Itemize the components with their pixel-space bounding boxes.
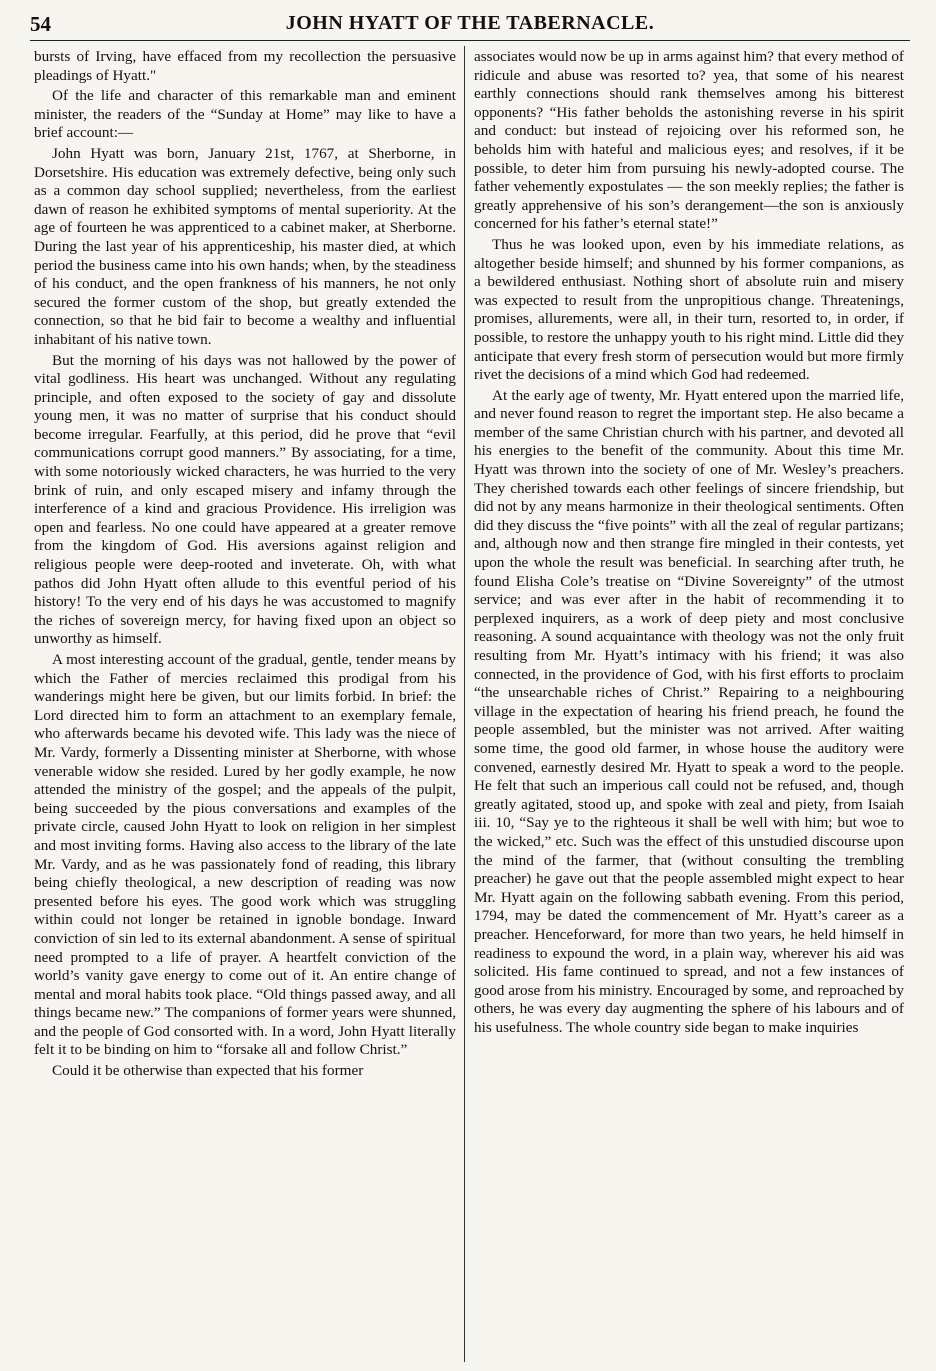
column-divider — [464, 46, 465, 1362]
page-number: 54 — [30, 12, 51, 36]
paragraph: associates would now be up in arms against him? that every method of ridicule and abuse was resorted to? yea, that some of his nearest earthly connections should rank themselves among his bitterest opponents? “His father beholds the astonishing reverse in his spirit and conduct: but instead of rejoicing over his reformed son, he beholds him with hateful and malicious eyes; and resolves, if it be possible, to deter him from pursuing his newly-adopted course. The father vehemently expostulates — the son meekly replies; the father is greatly apprehensive of his son’s derangement—the son is anxiously concerned for his father’s eternal state!” — [474, 48, 904, 233]
paragraph: At the early age of twenty, Mr. Hyatt entered upon the married life, and never found reason to regret the important step. He also became a member of the same Christian church with his partner, and devoted all his energies to the benefit of the community. About this time Mr. Hyatt was thrown into the society of one of Mr. Wesley’s preachers. They cherished towards each other feelings of sincere friendship, but did not by any means harmonize in their theological sentiments. Often did they discuss the “five points” with all the zeal of regular partizans; and, although now and then strange fire mingled in their contests, yet upon the whole the result was beneficial. In searching after truth, he found Elisha Cole’s treatise on “Divine Sovereignty” of the utmost service; and was ever after in the habit of recommending it to perplexed inquirers, as a work of deep piety and most conclusive reasoning. A sound acquaintance with theology was not the only fruit resulting from Mr. Hyatt’s intimacy with his friend; it was also connected, in the providence of God, with his first efforts to proclaim “the unsearchable riches of Christ.” Repairing to a neighbouring village in the expectation of hearing his friend preach, he found the people assembled, but the minister was not arrived. After waiting some time, the good old farmer, in whose house the auditory were convened, earnestly desired Mr. Hyatt to speak a word to the people. He felt that such an imperious call could not be refused, and, though greatly agitated, stood up, and spoke with zeal and piety, from Isaiah iii. 10, “Say ye to the righteous it shall be well with him; but woe to the wicked,” etc. Such was the effect of this unstudied discourse upon the mind of the farmer, that (without consulting the trembling preacher) he gave out that the people assembled might expect to hear Mr. Hyatt again on the following sabbath evening. From this period, 1794, may be dated the commencement of Mr. Hyatt’s career as a preacher. Henceforward, for more than two years, he held himself in readiness to expound the word, in a plain way, wherever his aid was solicited. His fame continued to spread, and not a few instances of good arose from his ministry. Encouraged by some, and reproached by others, he was every day augmenting the sphere of his labours and of his usefulness. The whole country side began to make inquiries — [474, 386, 904, 1036]
right-column — [474, 48, 904, 1366]
paragraph: Thus he was looked upon, even by his immediate relations, as altogether beside himself; and shunned by his former companions, as a bewildered enthusiast. Nothing short of absolute ruin and misery was expected to result from the unpropitious change. Threatenings, promises, allurements, were all, in their turn, resorted to, in order, if possible, to restore the unhappy youth to his right mind. Little did they anticipate that every fresh storm of persecution would but more firmly rivet the decisions of a mind which God had redeemed. — [474, 235, 904, 384]
paragraph: But the morning of his days was not hallowed by the power of vital godliness. His heart was unchanged. Without any regulating principle, and often exposed to the society of gay and dissolute young men, it was no matter of surprise that his conduct should become irregular. Fearfully, at this period, did he prove that “evil communications corrupt good manners.” By associating, for a time, with some notoriously wicked characters, he was hurried to the very brink of ruin, and only escaped misery and infamy through the interference of a kind and gracious Providence. His irreligion was open and fearless. No one could have appeared at a greater remove from the kingdom of God. His aversions against religion and religious people were deep-rooted and inveterate. Oh, with what pathos did John Hyatt often allude to this eventful period of his history! To the very end of his days he was accustomed to magnify the riches of sovereign mercy, for having fixed upon an object so unworthy as himself. — [34, 351, 456, 648]
running-title: JOHN HYATT OF THE TABERNACLE. — [285, 12, 655, 34]
paragraph: Could it be otherwise than expected that his former — [52, 1062, 364, 1080]
paragraph: bursts of Irving, have effaced from my recollection the persuasive pleadings of Hyatt." — [34, 48, 456, 84]
page-header — [30, 10, 910, 41]
left-column — [34, 48, 456, 1366]
paragraph: A most interesting account of the gradual, gentle, tender means by which the Father of mercies reclaimed this prodigal from his wanderings might here be given, but our limits forbid. In brief: the Lord directed him to form an attachment to an exemplary female, who afterwards became his devoted wife. This lady was the niece of Mr. Vardy, formerly a Dissenting minister at Sherborne, with whose venerable widow she resided. Lured by her godly example, he now attended the ministry of the gospel; and the appeals of the pulpit, being succeeded by the pious conversations and examples of the private circle, caused John Hyatt to look on religion in her simplest and most inviting forms. Having also access to the library of the late Mr. Vardy, and as he was passionately fond of reading, this library being chiefly theological, a new description of reading was now presented before his eyes. The good work which was struggling within could not longer be retained in ignoble bondage. Inward conviction of sin led to its external abandonment. A sense of spiritual need prompted to a life of prayer. A heartfelt conviction of the world’s vanity gave energy to come out of it. An entire change of mental and moral habits took place. “Old things passed away, and all things became new.” The companions of former years were shunned, and the people of God consorted with. In a word, John Hyatt literally felt it to be binding on him to “forsake all and follow Christ.” — [34, 651, 456, 1059]
paragraph: John Hyatt was born, January 21st, 1767, at Sherborne, in Dorsetshire. His education was extremely defective, being only such as a common day school supplied; nevertheless, from the earliest dawn of reason he exhibited symptoms of mental superiority. At the age of fourteen he was apprenticed to a cabinet maker, at Sherborne. During the last year of his apprenticeship, his master died, at which period the business came into his own hands; when, by the steadiness of his conduct, and the open frankness of his manners, he not only secured the former custom of the shop, but greatly extended the connection, so that he bid fair to become a wealthy and influential inhabitant of his native town. — [34, 144, 456, 348]
paragraph: Of the life and character of this remarkable man and eminent minister, the readers of the “Sunday at Home” may like to have a brief account:— — [34, 87, 456, 142]
